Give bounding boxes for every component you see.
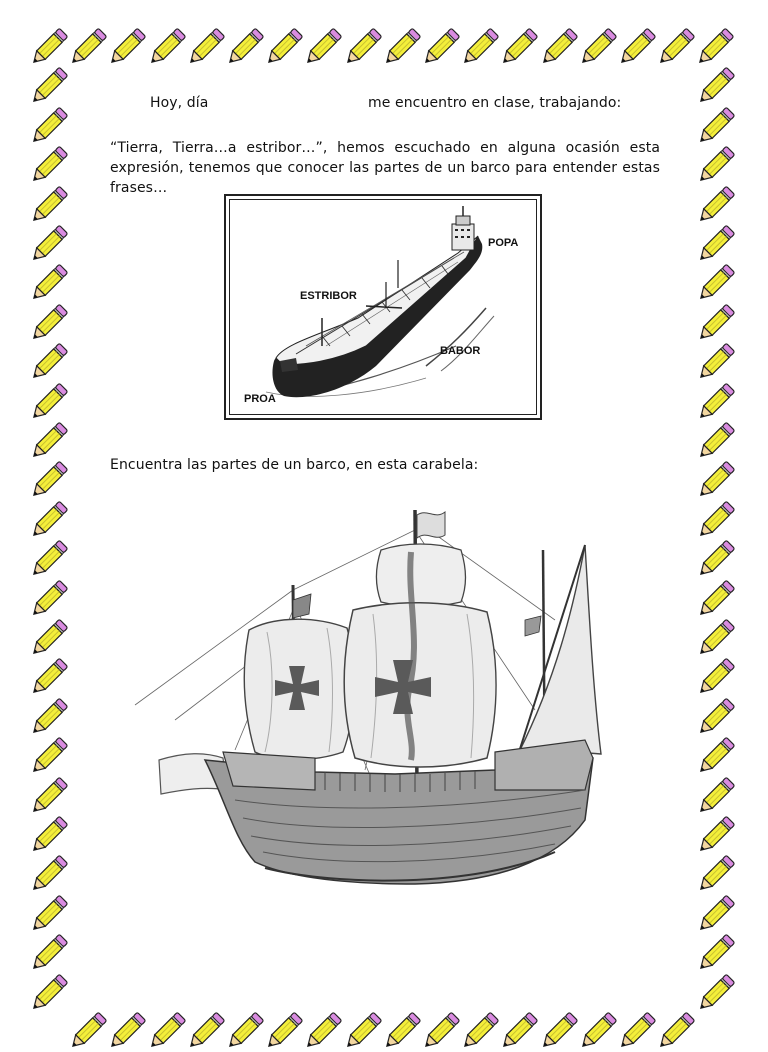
pencil-icon [30, 658, 66, 698]
pencil-icon [461, 1012, 497, 1052]
pencil-icon [30, 619, 66, 659]
pencil-icon [618, 1012, 654, 1052]
pencil-icon [30, 501, 66, 541]
bow-label: PROA [244, 393, 276, 405]
pencil-icon [304, 1012, 340, 1052]
pencil-icon [187, 28, 223, 68]
pencil-icon [30, 264, 66, 304]
pencil-icon [697, 225, 733, 265]
pencil-icon [344, 1012, 380, 1052]
pencil-icon [30, 737, 66, 777]
pencil-icon [30, 186, 66, 226]
pencil-icon [579, 1012, 615, 1052]
pencil-icon [618, 28, 654, 68]
pencil-icon [697, 540, 733, 580]
class-prompt: me encuentro en clase, trabajando: [368, 95, 622, 111]
pencil-icon [697, 186, 733, 226]
pencil-icon [30, 934, 66, 974]
pencil-icon [697, 580, 733, 620]
pencil-icon [30, 974, 66, 1014]
tanker-figure [224, 194, 542, 420]
pencil-icon [697, 501, 733, 541]
pencil-icon [226, 28, 262, 68]
pencil-icon [30, 225, 66, 265]
pencil-icon [344, 28, 380, 68]
pencil-icon [30, 28, 66, 68]
pencil-icon [697, 107, 733, 147]
pencil-icon [697, 461, 733, 501]
pencil-icon [148, 28, 184, 68]
pencil-icon [30, 895, 66, 935]
pencil-icon [187, 1012, 223, 1052]
pencil-icon [30, 422, 66, 462]
pencil-icon [30, 343, 66, 383]
pencil-icon [697, 343, 733, 383]
pencil-icon [697, 895, 733, 935]
pencil-icon [30, 383, 66, 423]
pencil-icon [226, 1012, 262, 1052]
pencil-icon [30, 461, 66, 501]
caravel-instruction: Encuentra las partes de un barco, en esta carabela: [110, 457, 479, 473]
pencil-icon [540, 1012, 576, 1052]
pencil-icon [304, 28, 340, 68]
pencil-icon [422, 1012, 458, 1052]
pencil-icon [30, 67, 66, 107]
pencil-icon [657, 28, 693, 68]
pencil-icon [30, 146, 66, 186]
date-prompt: Hoy, día [150, 95, 209, 111]
pencil-icon [30, 304, 66, 344]
pencil-icon [540, 28, 576, 68]
pencil-icon [30, 855, 66, 895]
pencil-icon [30, 816, 66, 856]
pencil-icon [383, 28, 419, 68]
caravel-illustration [115, 490, 635, 910]
pencil-icon [30, 698, 66, 738]
pencil-icon [30, 580, 66, 620]
pencil-icon [30, 107, 66, 147]
pencil-icon [697, 658, 733, 698]
intro-paragraph: “Tierra, Tierra…a estribor…”, hemos escuchado en alguna ocasión esta expresión, tenemos que conocer las partes de un barco para entender estas frases… [110, 140, 660, 196]
stern-label: POPA [488, 237, 519, 249]
pencil-icon [30, 777, 66, 817]
pencil-icon [69, 28, 105, 68]
pencil-icon [422, 28, 458, 68]
pencil-icon [697, 737, 733, 777]
pencil-icon [108, 1012, 144, 1052]
pencil-icon [148, 1012, 184, 1052]
pencil-icon [697, 855, 733, 895]
pencil-icon [697, 304, 733, 344]
pencil-icon [500, 28, 536, 68]
pencil-icon [30, 540, 66, 580]
pencil-icon [697, 619, 733, 659]
pencil-icon [697, 67, 733, 107]
pencil-icon [265, 1012, 301, 1052]
pencil-icon [696, 28, 732, 68]
pencil-icon [697, 422, 733, 462]
pencil-icon [579, 28, 615, 68]
pencil-icon [461, 28, 497, 68]
pencil-icon [697, 698, 733, 738]
tanker-ship-illustration [226, 196, 538, 416]
pencil-icon [108, 28, 144, 68]
pencil-icon [265, 28, 301, 68]
pencil-icon [500, 1012, 536, 1052]
pencil-icon [697, 934, 733, 974]
pencil-icon [697, 383, 733, 423]
pencil-icon [657, 1012, 693, 1052]
starboard-label: ESTRIBOR [300, 290, 357, 302]
pencil-icon [69, 1012, 105, 1052]
pencil-icon [383, 1012, 419, 1052]
pencil-icon [697, 146, 733, 186]
port-label: BABOR [440, 345, 481, 357]
pencil-icon [697, 264, 733, 304]
pencil-icon [697, 777, 733, 817]
pencil-icon [697, 974, 733, 1014]
pencil-icon [697, 816, 733, 856]
